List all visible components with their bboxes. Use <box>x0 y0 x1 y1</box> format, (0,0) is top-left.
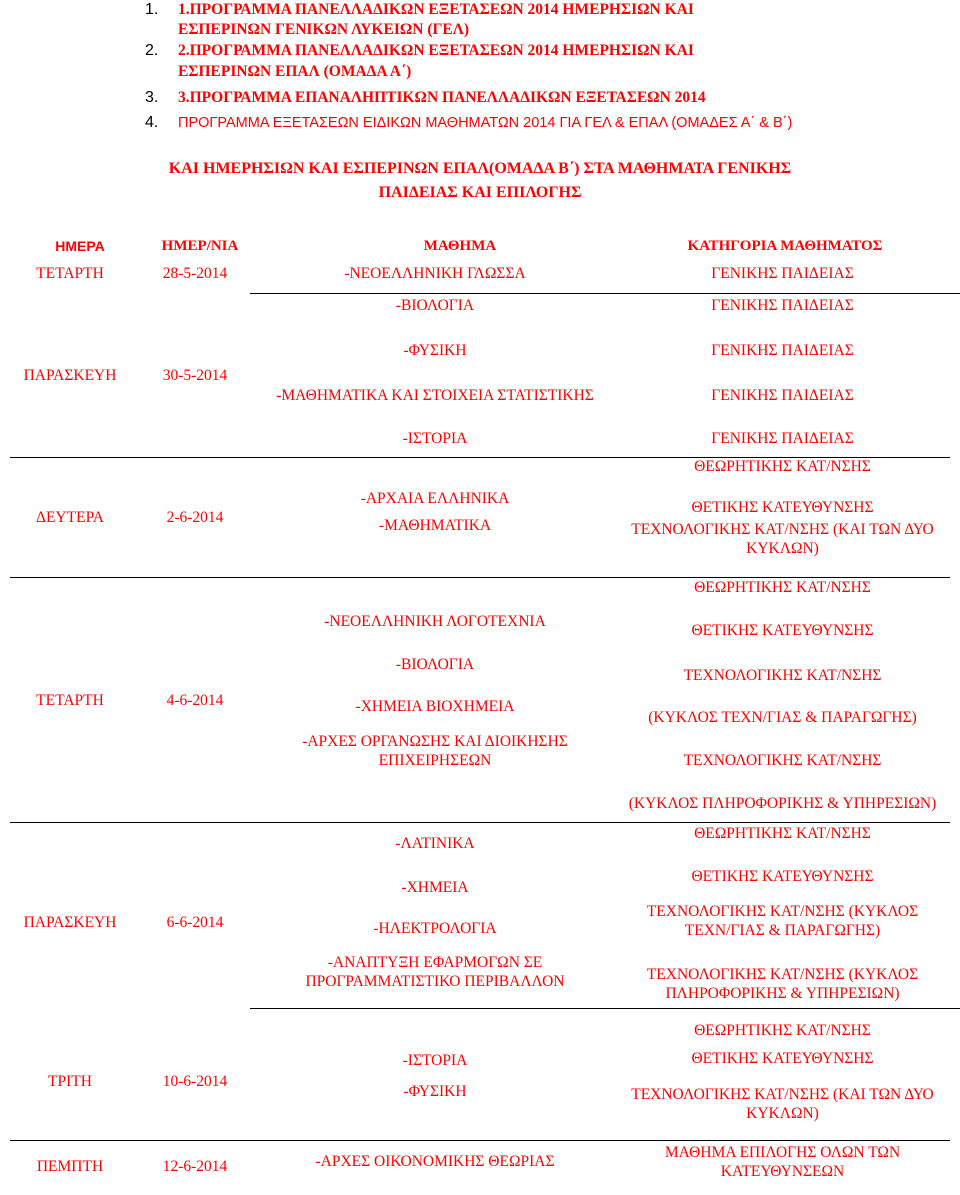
exam-category: ΓΕΝΙΚΗΣ ΠΑΙΔΕΙΑΣ <box>711 264 854 282</box>
exam-date: 2-6-2014 <box>166 508 224 526</box>
subtitle-line: ΚΑΙ ΗΜΕΡΗΣΙΩΝ ΚΑΙ ΕΣΠΕΡΙΝΩΝ ΕΠΑΛ(ΟΜΑΔΑ Β΄) ΣΤΑ ΜΑΘΗΜΑΤΑ ΓΕΝΙΚΗΣ <box>168 160 792 177</box>
exam-category: ΓΕΝΙΚΗΣ ΠΑΙΔΕΙΑΣ <box>711 341 854 359</box>
exam-category: ΤΕΧΝΟΛΟΓΙΚΗΣ ΚΑΤ/ΝΣΗΣ (ΚΥΚΛΟΣ ΤΕΧΝ/ΓΙΑΣ & ΠΑΡΑΓΩΓΗΣ) <box>646 903 919 939</box>
exam-subject: -ΦΥΣΙΚΗ <box>403 341 467 359</box>
row-separator <box>10 1140 950 1141</box>
exam-category: ΘΕΩΡΗΤΙΚΗΣ ΚΑΤ/ΝΣΗΣ <box>694 457 871 475</box>
exam-day: ΠΑΡΑΣΚΕΥΗ <box>23 366 117 384</box>
exam-day: ΠΕΜΠΤΗ <box>36 1157 104 1175</box>
exam-subject: -ΒΙΟΛΟΓΙΑ <box>395 655 475 673</box>
exam-subject: -ΑΡΧΑΙΑ ΕΛΛΗΝΙΚΑ <box>360 489 510 507</box>
list-number: 4. <box>145 114 159 131</box>
exam-category: ΤΕΧΝΟΛΟΓΙΚΗΣ ΚΑΤ/ΝΣΗΣ (ΚΥΚΛΟΣ ΠΛΗΡΟΦΟΡΙΚΗΣ & ΥΠΗΡΕΣΙΩΝ) <box>646 966 919 1002</box>
exam-date: 28-5-2014 <box>162 264 228 282</box>
exam-category: ΓΕΝΙΚΗΣ ΠΑΙΔΕΙΑΣ <box>711 429 854 447</box>
exam-date: 4-6-2014 <box>166 691 224 709</box>
exam-date: 10-6-2014 <box>162 1072 228 1090</box>
exam-category: ΤΕΧΝΟΛΟΓΙΚΗΣ ΚΑΤ/ΝΣΗΣ <box>683 751 882 769</box>
schedule-subtitle <box>0 157 960 205</box>
exam-date: 6-6-2014 <box>166 913 224 931</box>
exam-date: 30-5-2014 <box>162 366 228 384</box>
exam-day: ΠΑΡΑΣΚΕΥΗ <box>23 913 117 931</box>
exam-subject: -ΙΣΤΟΡΙΑ <box>402 1051 468 1069</box>
row-separator <box>250 293 960 294</box>
exam-subject: -ΜΑΘΗΜΑΤΙΚΑ ΚΑΙ ΣΤΟΙΧΕΙΑ ΣΤΑΤΙΣΤΙΚΗΣ <box>276 386 594 404</box>
exam-date: 12-6-2014 <box>162 1157 228 1175</box>
list-item-text: 1.ΠΡΟΓΡΑΜΜΑ ΠΑΝΕΛΛΑΔΙΚΩΝ ΕΞΕΤΑΣΕΩΝ 2014 ΗΜΕΡΗΣΙΩΝ ΚΑΙ <box>178 1 694 18</box>
header-day: ΗΜΕΡΑ <box>55 238 105 254</box>
exam-subject: -ΗΛΕΚΤΡΟΛΟΓΙΑ <box>373 919 497 937</box>
list-number: 3. <box>145 89 159 106</box>
exam-subject: -ΑΝΑΠΤΥΞΗ ΕΦΑΡΜΟΓΩΝ ΣΕ ΠΡΟΓΡΑΜΜΑΤΙΣΤΙΚΟ ΠΕΡΙΒΑΛΛΟΝ <box>305 954 565 990</box>
exam-category: ΘΕΤΙΚΗΣ ΚΑΤΕΥΘΥΝΣΗΣ <box>691 621 874 639</box>
exam-category: ΓΕΝΙΚΗΣ ΠΑΙΔΕΙΑΣ <box>711 386 854 404</box>
exam-category: ΜΑΘΗΜΑ ΕΠΙΛΟΓΗΣ ΟΛΩΝ ΤΩΝ ΚΑΤΕΥΘΥΝΣΕΩΝ <box>664 1144 901 1180</box>
exam-subject: -ΧΗΜΕΙΑ ΒΙΟΧΗΜΕΙΑ <box>355 697 515 715</box>
exam-subject: -ΧΗΜΕΙΑ <box>401 878 469 896</box>
list-item-text: 3.ΠΡΟΓΡΑΜΜΑ ΕΠΑΝΑΛΗΠΤΙΚΩΝ ΠΑΝΕΛΛΑΔΙΚΩΝ ΕΞΕΤΑΣΕΩΝ 2014 <box>178 89 706 106</box>
exam-subject: -ΦΥΣΙΚΗ <box>403 1082 467 1100</box>
exam-subject: -ΜΑΘΗΜΑΤΙΚΑ <box>378 516 492 534</box>
exam-subject: -ΝΕΟΕΛΛΗΝΙΚΗ ΛΟΓΟΤΕΧΝΙΑ <box>324 612 546 630</box>
exam-day: ΔΕΥΤΕΡΑ <box>36 508 104 526</box>
list-item-text: ΕΣΠΕΡΙΝΩΝ ΓΕΝΙΚΩΝ ΛΥΚΕΙΩΝ (ΓΕΛ) <box>178 21 470 38</box>
list-item-text: 2.ΠΡΟΓΡΑΜΜΑ ΠΑΝΕΛΛΑΔΙΚΩΝ ΕΞΕΤΑΣΕΩΝ 2014 ΗΜΕΡΗΣΙΩΝ ΚΑΙ <box>178 42 694 59</box>
exam-category: ΤΕΧΝΟΛΟΓΙΚΗΣ ΚΑΤ/ΝΣΗΣ (ΚΑΙ ΤΩΝ ΔΥΟ ΚΥΚΛΩΝ) <box>631 521 934 557</box>
exam-subject: -ΒΙΟΛΟΓΙΑ <box>395 296 475 314</box>
exam-category: ΘΕΩΡΗΤΙΚΗΣ ΚΑΤ/ΝΣΗΣ <box>694 578 871 596</box>
exam-day: ΤΡΙΤΗ <box>48 1072 92 1090</box>
list-item-text: ΕΣΠΕΡΙΝΩΝ ΕΠΑΛ (ΟΜΑΔΑ Α΄) <box>178 63 412 80</box>
exam-category: (ΚΥΚΛΟΣ ΤΕΧΝ/ΓΙΑΣ & ΠΑΡΑΓΩΓΗΣ) <box>648 708 917 726</box>
exam-category: ΤΕΧΝΟΛΟΓΙΚΗΣ ΚΑΤ/ΝΣΗΣ (ΚΑΙ ΤΩΝ ΔΥΟ ΚΥΚΛΩΝ) <box>631 1086 934 1122</box>
exam-category: ΘΕΩΡΗΤΙΚΗΣ ΚΑΤ/ΝΣΗΣ <box>694 824 871 842</box>
list-number: 1. <box>145 1 159 18</box>
list-number: 2. <box>145 42 159 59</box>
exam-subject: -ΑΡΧΕΣ ΟΡΓΑΝΩΣΗΣ ΚΑΙ ΔΙΟΙΚΗΣΗΣ ΕΠΙΧΕΙΡΗΣΕΩΝ <box>302 733 568 769</box>
exam-day: ΤΕΤΑΡΤΗ <box>36 691 104 709</box>
exam-category: ΘΕΤΙΚΗΣ ΚΑΤΕΥΘΥΝΣΗΣ <box>691 498 874 516</box>
exam-category: ΘΕΩΡΗΤΙΚΗΣ ΚΑΤ/ΝΣΗΣ <box>694 1021 871 1039</box>
list-item-text: ΠΡΟΓΡΑΜΜΑ ΕΞΕΤΑΣΕΩΝ ΕΙΔΙΚΩΝ ΜΑΘΗΜΑΤΩΝ 2014 ΓΙΑ ΓΕΛ & ΕΠΑΛ (ΟΜΑΔΕΣ Α΄ & Β΄) <box>178 115 793 131</box>
subtitle-line: ΠΑΙΔΕΙΑΣ ΚΑΙ ΕΠΙΛΟΓΗΣ <box>378 184 582 201</box>
row-separator <box>250 1008 960 1009</box>
exam-day: ΤΕΤΑΡΤΗ <box>36 264 104 282</box>
exam-category: ΘΕΤΙΚΗΣ ΚΑΤΕΥΘΥΝΣΗΣ <box>691 867 874 885</box>
header-date: ΗΜΕΡ/ΝΙΑ <box>161 238 239 254</box>
exam-subject: -ΑΡΧΕΣ ΟΙΚΟΝΟΜΙΚΗΣ ΘΕΩΡΙΑΣ <box>315 1152 555 1170</box>
exam-subject: -ΙΣΤΟΡΙΑ <box>402 429 468 447</box>
header-subject: ΜΑΘΗΜΑ <box>423 238 497 254</box>
exam-schedule-table <box>0 232 960 1195</box>
exam-category: ΓΕΝΙΚΗΣ ΠΑΙΔΕΙΑΣ <box>711 296 854 314</box>
exam-subject: -ΝΕΟΕΛΛΗΝΙΚΗ ΓΛΩΣΣΑ <box>344 264 526 282</box>
exam-subject: -ΛΑΤΙΝΙΚΑ <box>395 834 475 852</box>
exam-category: ΤΕΧΝΟΛΟΓΙΚΗΣ ΚΑΤ/ΝΣΗΣ <box>683 666 882 684</box>
header-category: ΚΑΤΗΓΟΡΙΑ ΜΑΘΗΜΑΤΟΣ <box>687 238 883 254</box>
exam-category: (ΚΥΚΛΟΣ ΠΛΗΡΟΦΟΡΙΚΗΣ & ΥΠΗΡΕΣΙΩΝ) <box>628 794 937 812</box>
exam-category: ΘΕΤΙΚΗΣ ΚΑΤΕΥΘΥΝΣΗΣ <box>691 1049 874 1067</box>
